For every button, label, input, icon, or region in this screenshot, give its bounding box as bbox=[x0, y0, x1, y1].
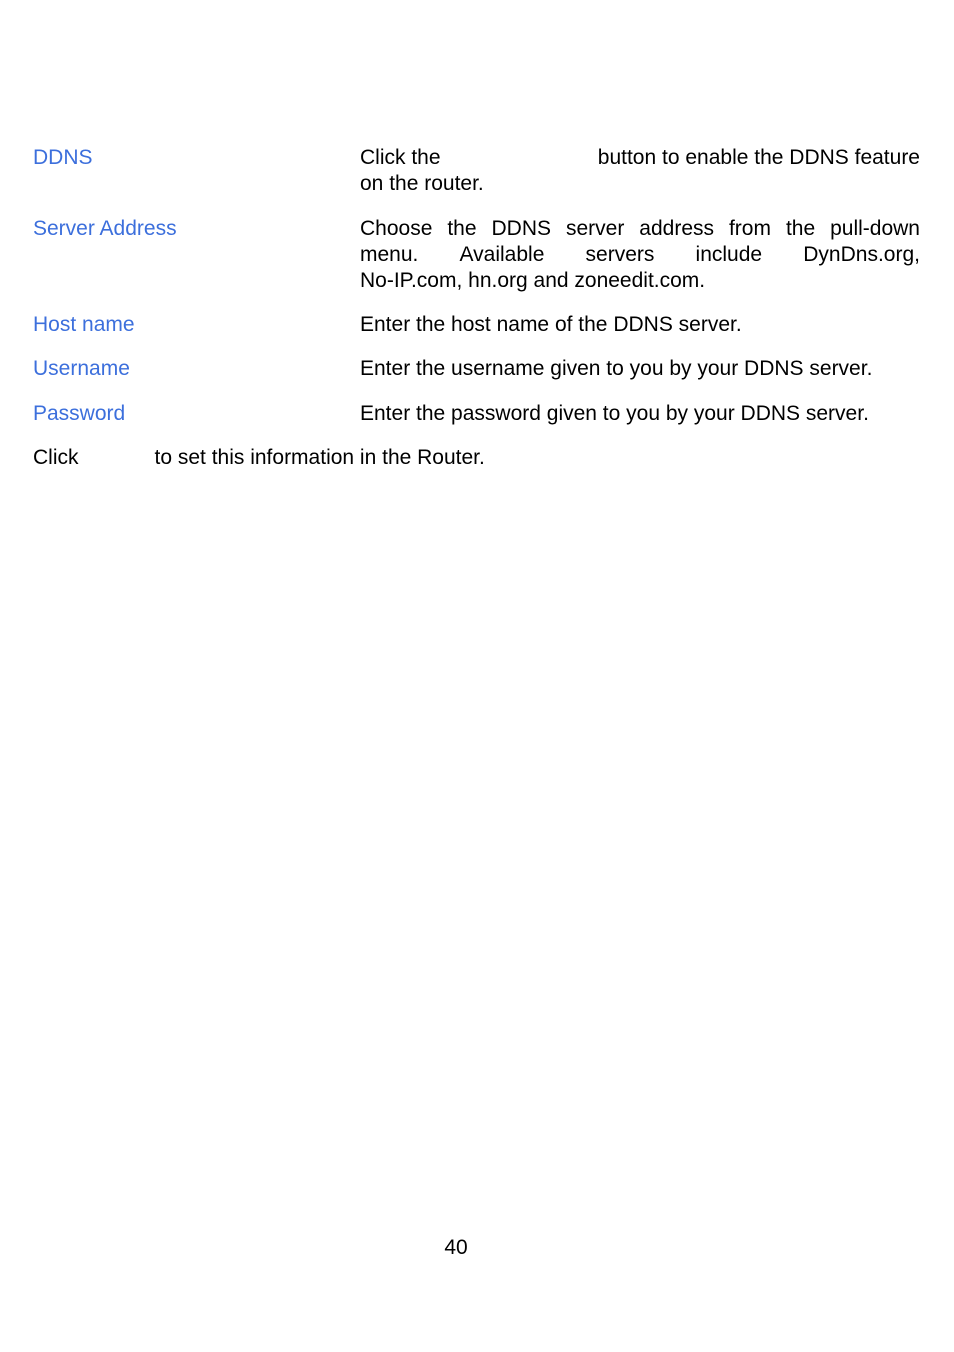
desc-username: Enter the username given to you by your DDNS server. bbox=[360, 357, 873, 380]
term-host-name: Host name bbox=[33, 313, 135, 336]
desc-ddns-line2: on the router. bbox=[360, 172, 484, 195]
page-number: 40 bbox=[444, 1236, 468, 1259]
term-password: Password bbox=[33, 402, 126, 425]
term-username: Username bbox=[33, 357, 130, 380]
desc-server-address-line1-text: Choose the DDNS server address from the pull-down bbox=[360, 217, 920, 240]
desc-server-address-line3: No-IP.com, hn.org and zoneedit.com. bbox=[360, 269, 706, 292]
term-server-address: Server Address bbox=[33, 217, 177, 240]
desc-word: include bbox=[695, 243, 763, 266]
footer-before: Click bbox=[33, 446, 79, 469]
desc-word: Available bbox=[459, 243, 545, 266]
desc-host-name: Enter the host name of the DDNS server. bbox=[360, 313, 742, 336]
desc-ddns-before: Click the bbox=[360, 146, 441, 169]
term-ddns: DDNS bbox=[33, 146, 93, 169]
desc-server-address-line2 bbox=[360, 242, 920, 268]
desc-word: servers bbox=[585, 243, 655, 266]
desc-password: Enter the password given to you by your DDNS server. bbox=[360, 402, 869, 425]
desc-ddns-after: button to enable the DDNS feature bbox=[597, 146, 920, 169]
desc-word: DynDns.org, bbox=[803, 243, 920, 266]
footer-instruction bbox=[33, 445, 485, 471]
desc-server-address-line1 bbox=[360, 216, 920, 242]
desc-word: menu. bbox=[360, 243, 419, 266]
footer-after: to set this information in the Router. bbox=[154, 446, 485, 469]
desc-ddns bbox=[360, 145, 920, 197]
desc-server-address bbox=[360, 216, 920, 294]
desc-ddns-line1 bbox=[360, 145, 920, 171]
